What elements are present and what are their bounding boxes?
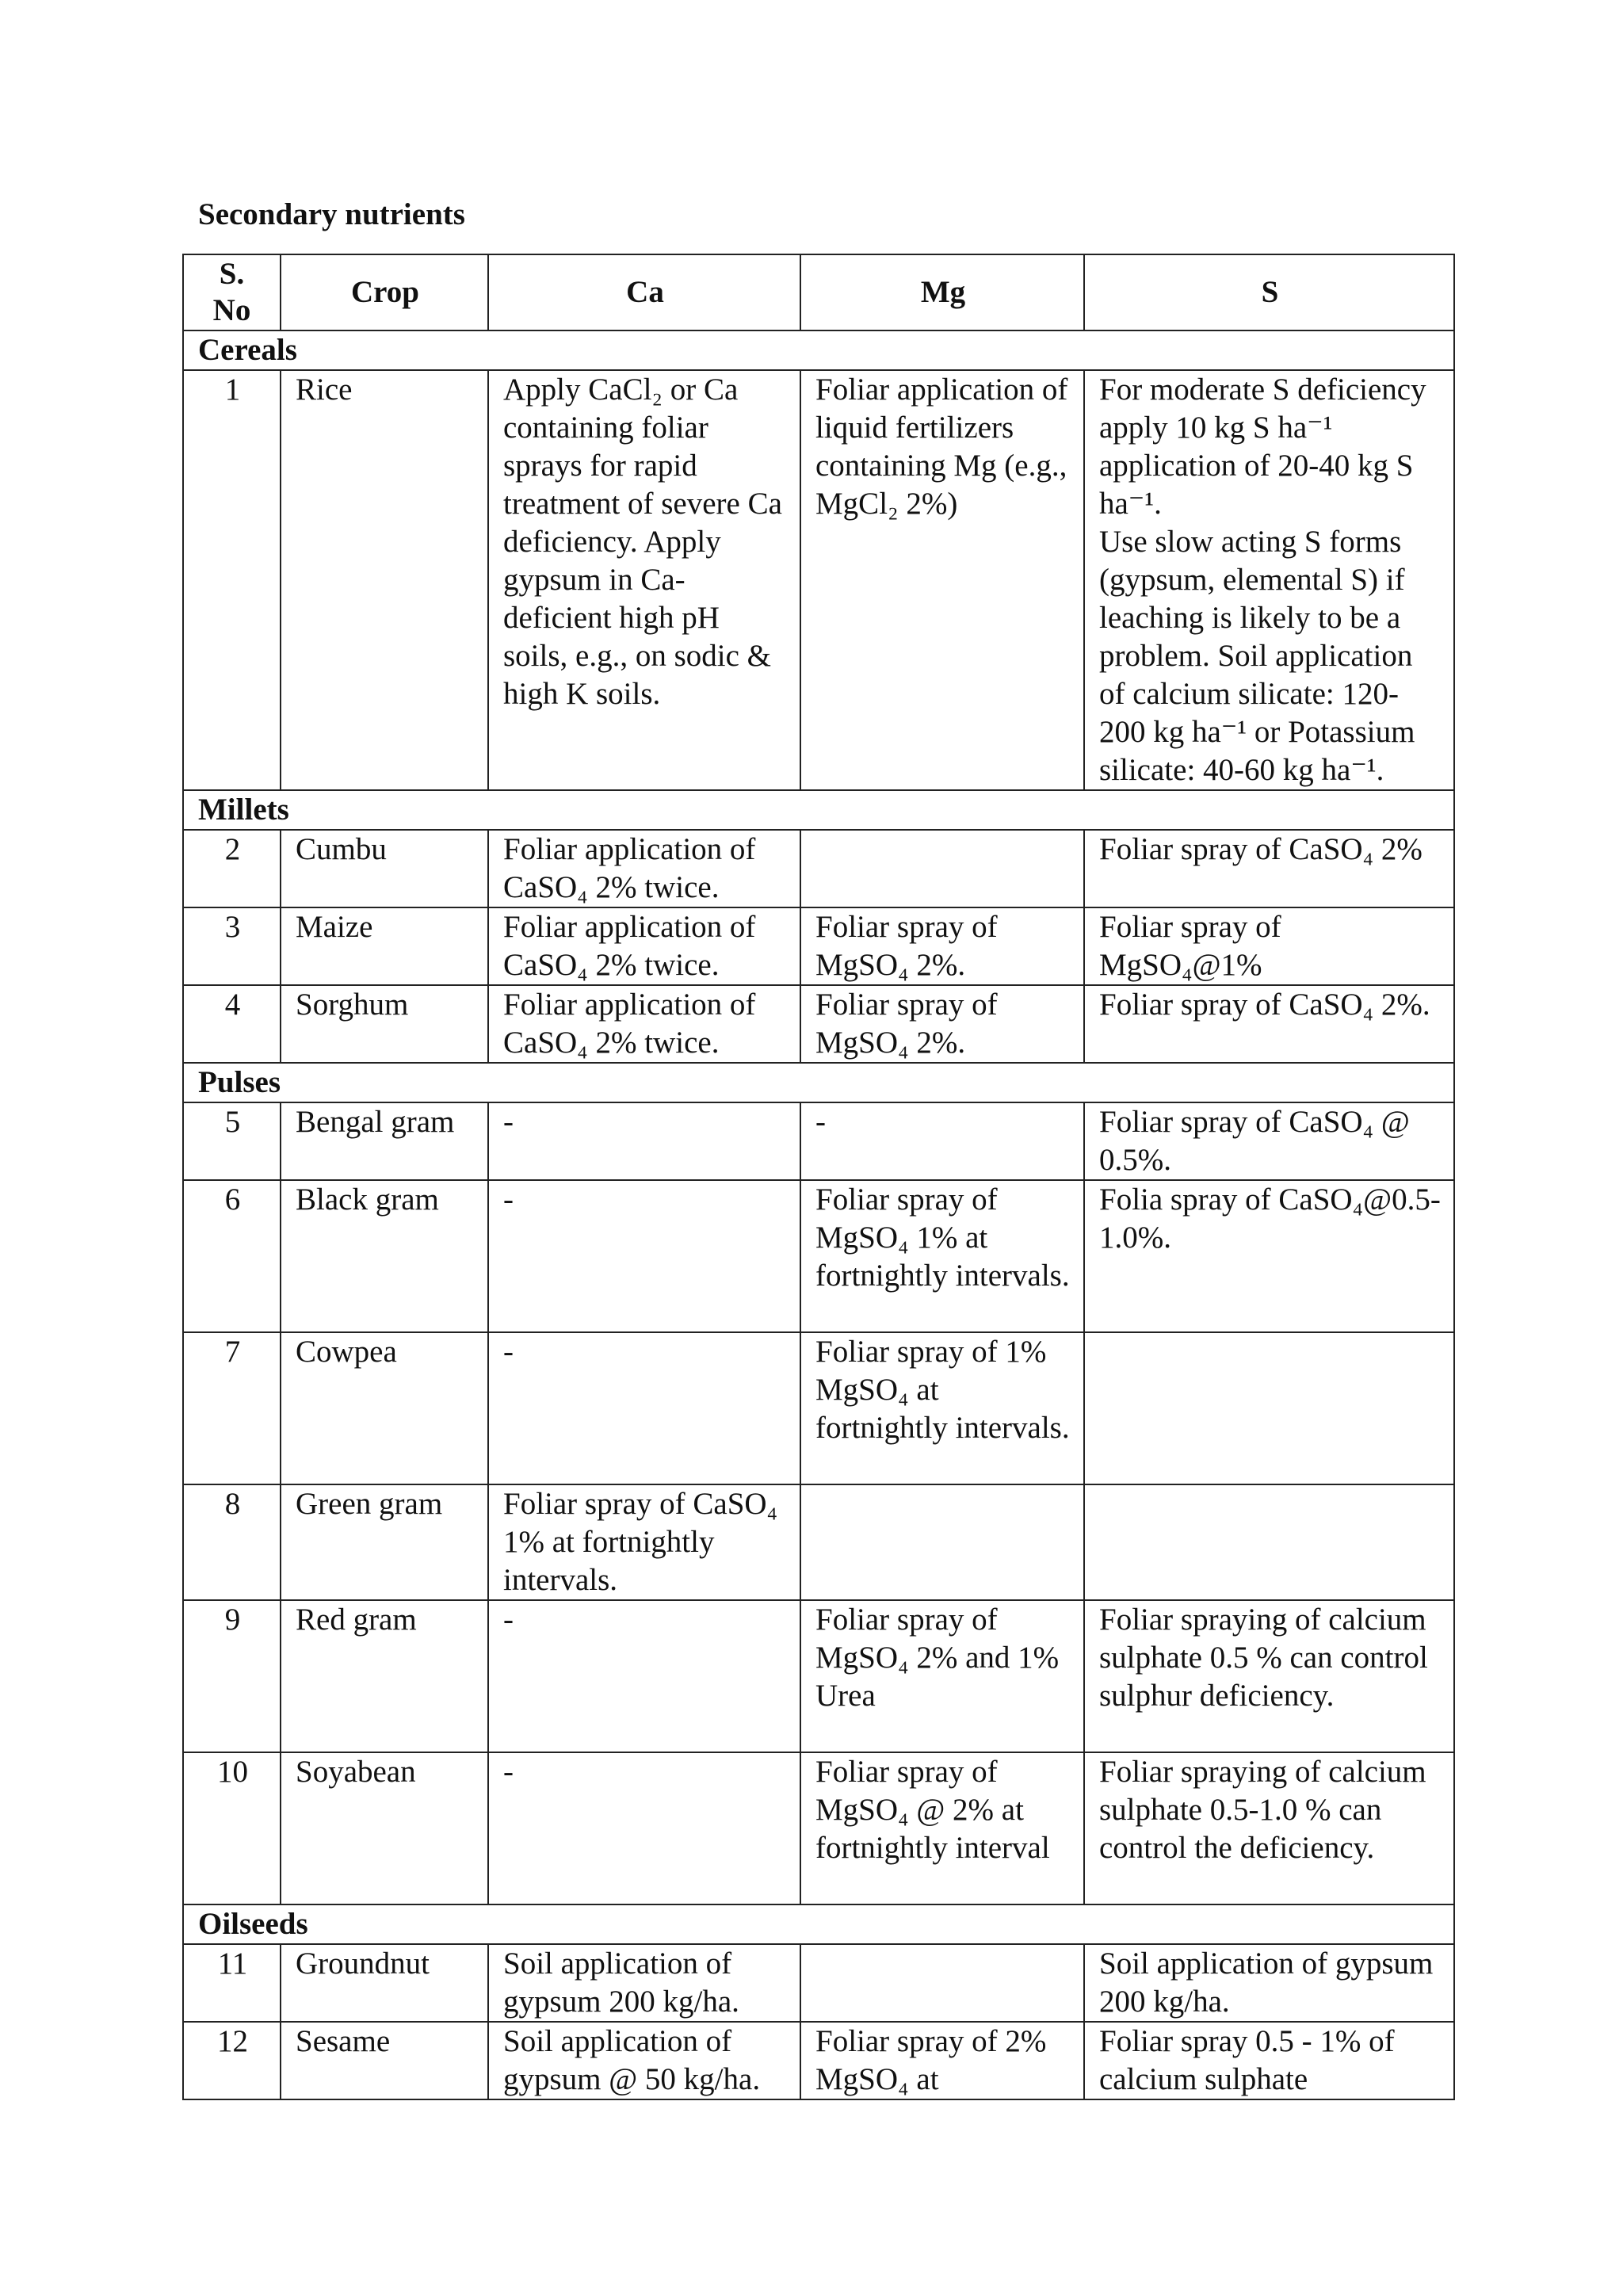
mg-cell (800, 830, 1084, 907)
sno-cell (183, 907, 281, 985)
ca-cell (488, 1102, 800, 1180)
ca-cell-text: Soil application of gypsum 200 kg/ha. (503, 1946, 739, 2019)
ca-cell-text: Foliar application of CaSO₄ 2% twice. (503, 910, 756, 982)
ca-cell (488, 2022, 800, 2099)
crop-cell (281, 1180, 488, 1332)
s-cell-text: Soil application of gypsum 200 kg/ha. (1099, 1946, 1434, 2019)
sno-cell (183, 1944, 281, 2022)
sno-cell (183, 1484, 281, 1600)
s-cell (1084, 2022, 1454, 2099)
s-cell (1084, 1332, 1454, 1484)
crop-cell-text: Cumbu (296, 832, 387, 866)
crop-cell-text: Red gram (296, 1603, 417, 1637)
group-label: Cereals (183, 330, 1454, 370)
crop-cell (281, 2022, 488, 2099)
crop-cell (281, 1600, 488, 1752)
mg-cell-text: - (815, 1105, 826, 1139)
crop-cell-text: Sesame (296, 2024, 391, 2058)
header-sno-line1: S. (219, 257, 245, 291)
s-cell (1084, 985, 1454, 1063)
s-cell (1084, 1752, 1454, 1904)
s-cell (1084, 1600, 1454, 1752)
group-label: Oilseeds (183, 1904, 1454, 1944)
secondary-nutrients-table (182, 254, 1455, 2100)
crop-cell-text: Sorghum (296, 988, 409, 1022)
table-row (183, 1332, 1454, 1484)
ca-cell (488, 1944, 800, 2022)
group-row (183, 1904, 1454, 1944)
header-mg: Mg (800, 254, 1084, 330)
crop-cell (281, 1484, 488, 1600)
crop-cell-text: Cowpea (296, 1335, 397, 1369)
s-cell-text: Folia spray of CaSO₄@0.5-1.0%. (1099, 1182, 1441, 1255)
header-sno-line2: No (212, 293, 251, 327)
crop-cell-text: Black gram (296, 1182, 439, 1217)
sno-cell-text: 9 (224, 1603, 241, 1637)
s-cell-text: Foliar spraying of calcium sulphate 0.5 % can control sulphur deficiency. (1099, 1603, 1428, 1713)
ca-cell-text: Foliar application of CaSO₄ 2% twice. (503, 832, 756, 904)
crop-cell (281, 1332, 488, 1484)
group-row (183, 790, 1454, 830)
table-row (183, 1180, 1454, 1332)
group-row (183, 330, 1454, 370)
ca-cell (488, 1600, 800, 1752)
crop-cell-text: Rice (296, 372, 353, 407)
ca-cell (488, 907, 800, 985)
ca-cell-text: Soil application of gypsum @ 50 kg/ha. (503, 2024, 761, 2096)
page-title: Secondary nutrients (198, 197, 465, 231)
header-ca: Ca (488, 254, 800, 330)
header-sno (183, 254, 281, 330)
ca-cell-text: - (503, 1105, 514, 1139)
table-row (183, 370, 1454, 790)
ca-cell-text: Apply CaCl₂ or Ca containing foliar sprays for rapid treatment of severe Ca deficiency. Apply gypsum in Ca-deficient high pH soils, e.g., on sodic & high K soils. (503, 372, 782, 711)
ca-cell-text: Foliar spray of CaSO₄ 1% at fortnightly intervals. (503, 1487, 778, 1597)
sno-cell (183, 2022, 281, 2099)
ca-cell (488, 1180, 800, 1332)
group-label: Millets (183, 790, 1454, 830)
table-row (183, 1484, 1454, 1600)
mg-cell-text: Foliar spray of MgSO₄ 2% and 1% Urea (815, 1603, 1060, 1713)
sno-cell (183, 1102, 281, 1180)
sno-cell-text: 5 (224, 1105, 241, 1139)
mg-cell (800, 1332, 1084, 1484)
ca-cell (488, 985, 800, 1063)
sno-cell-text: 4 (224, 988, 241, 1022)
group-row (183, 1063, 1454, 1102)
table-row (183, 1600, 1454, 1752)
table-row (183, 2022, 1454, 2099)
crop-cell-text: Bengal gram (296, 1105, 455, 1139)
s-cell-text: For moderate S deficiency apply 10 kg S ha⁻¹ application of 20-40 kg S ha⁻¹. Use slow acting S forms (gypsum, elemental S) if leaching is likely to be a problem. Soil application of calcium silicate: 120-200 kg ha⁻¹ or Potassium silicate: 40-60 kg ha⁻¹. (1099, 372, 1426, 787)
table-row (183, 907, 1454, 985)
ca-cell-text: - (503, 1755, 514, 1789)
crop-cell-text: Groundnut (296, 1946, 430, 1981)
table-row (183, 1944, 1454, 2022)
sno-cell-text: 8 (224, 1487, 241, 1521)
mg-cell-text: Foliar spray of 1% MgSO₄ at fortnightly intervals. (815, 1335, 1070, 1445)
mg-cell (800, 1752, 1084, 1904)
sno-cell-text: 3 (224, 910, 241, 944)
sno-cell-text: 10 (217, 1755, 248, 1789)
s-cell-text: Foliar spray of MgSO₄@1% (1099, 910, 1281, 982)
ca-cell-text: - (503, 1603, 514, 1637)
sno-cell (183, 1332, 281, 1484)
table-header-row (183, 254, 1454, 330)
sno-cell (183, 1752, 281, 1904)
mg-cell (800, 1102, 1084, 1180)
mg-cell-text: Foliar application of liquid fertilizers containing Mg (e.g., MgCl₂ 2%) (815, 372, 1068, 521)
ca-cell (488, 1752, 800, 1904)
ca-cell (488, 830, 800, 907)
s-cell (1084, 1180, 1454, 1332)
crop-cell (281, 985, 488, 1063)
mg-cell (800, 907, 1084, 985)
mg-cell (800, 370, 1084, 790)
s-cell-text: Foliar spraying of calcium sulphate 0.5-1.0 % can control the deficiency. (1099, 1755, 1426, 1865)
crop-cell (281, 370, 488, 790)
mg-cell-text: Foliar spray of MgSO₄ 2%. (815, 988, 998, 1060)
sno-cell-text: 1 (224, 372, 241, 407)
ca-cell-text: - (503, 1182, 514, 1217)
mg-cell-text: Foliar spray of MgSO₄ @ 2% at fortnightly interval (815, 1755, 1050, 1865)
crop-cell-text: Soyabean (296, 1755, 416, 1789)
ca-cell (488, 1332, 800, 1484)
header-crop: Crop (281, 254, 488, 330)
crop-cell (281, 1102, 488, 1180)
mg-cell (800, 1180, 1084, 1332)
crop-cell (281, 1944, 488, 2022)
mg-cell (800, 1944, 1084, 2022)
sno-cell (183, 370, 281, 790)
s-cell (1084, 907, 1454, 985)
mg-cell-text: Foliar spray of MgSO₄ 2%. (815, 910, 998, 982)
s-cell (1084, 830, 1454, 907)
crop-cell-text: Green gram (296, 1487, 443, 1521)
ca-cell (488, 1484, 800, 1600)
sno-cell (183, 830, 281, 907)
s-cell-text: Foliar spray of CaSO₄ 2% (1099, 832, 1423, 866)
crop-cell (281, 907, 488, 985)
s-cell-text: Foliar spray of CaSO₄ 2%. (1099, 988, 1430, 1022)
table-body (183, 330, 1454, 2099)
ca-cell-text: Foliar application of CaSO₄ 2% twice. (503, 988, 756, 1060)
mg-cell (800, 2022, 1084, 2099)
sno-cell (183, 1600, 281, 1752)
s-cell (1084, 1944, 1454, 2022)
crop-cell (281, 830, 488, 907)
s-cell (1084, 370, 1454, 790)
ca-cell-text: - (503, 1335, 514, 1369)
sno-cell-text: 11 (217, 1946, 248, 1981)
table-row (183, 1752, 1454, 1904)
mg-cell-text: Foliar spray of 2% MgSO₄ at (815, 2024, 1047, 2096)
sno-cell-text: 2 (224, 832, 241, 866)
mg-cell (800, 1600, 1084, 1752)
mg-cell (800, 1484, 1084, 1600)
mg-cell (800, 985, 1084, 1063)
table-row (183, 985, 1454, 1063)
table-row (183, 1102, 1454, 1180)
s-cell (1084, 1484, 1454, 1600)
header-s: S (1084, 254, 1454, 330)
table-row (183, 830, 1454, 907)
group-label: Pulses (183, 1063, 1454, 1102)
sno-cell (183, 1180, 281, 1332)
sno-cell-text: 6 (224, 1182, 241, 1217)
sno-cell-text: 12 (217, 2024, 248, 2058)
crop-cell-text: Maize (296, 910, 373, 944)
crop-cell (281, 1752, 488, 1904)
sno-cell (183, 985, 281, 1063)
s-cell-text: Foliar spray of CaSO₄ @ 0.5%. (1099, 1105, 1410, 1177)
s-cell-text: Foliar spray 0.5 - 1% of calcium sulphate (1099, 2024, 1395, 2096)
sno-cell-text: 7 (224, 1335, 241, 1369)
s-cell (1084, 1102, 1454, 1180)
mg-cell-text: Foliar spray of MgSO₄ 1% at fortnightly intervals. (815, 1182, 1070, 1293)
ca-cell (488, 370, 800, 790)
